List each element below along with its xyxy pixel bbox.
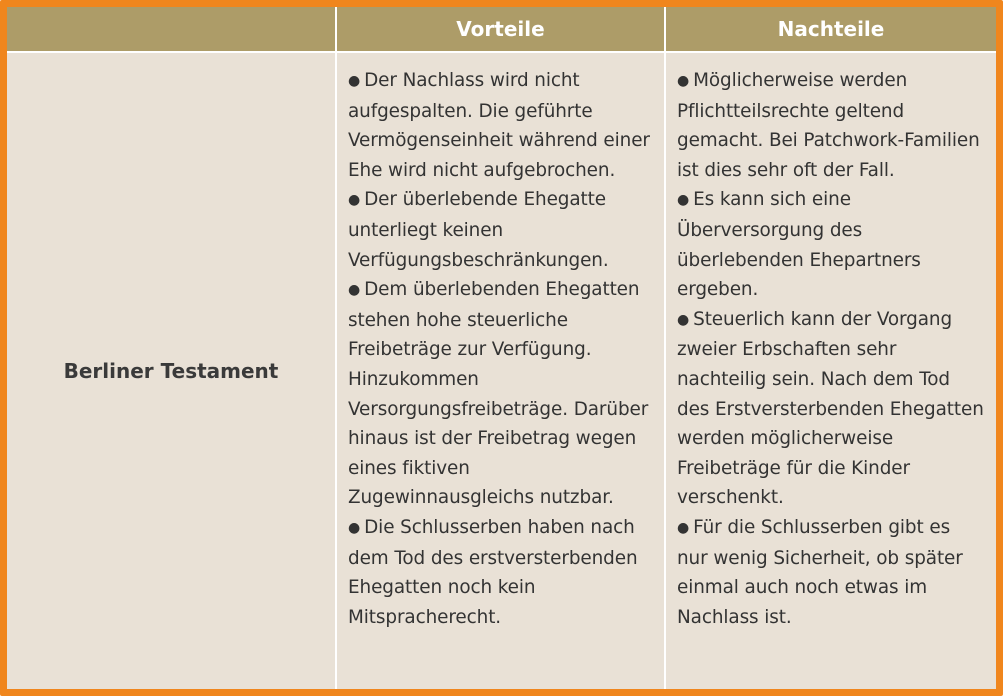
row-label: Berliner Testament: [63, 359, 279, 383]
advantage-point: [348, 275, 654, 513]
bullet-icon: ●: [677, 192, 690, 209]
disadvantages-cell: [666, 53, 996, 689]
bullet-icon: ●: [348, 192, 361, 209]
disadvantage-point: [677, 66, 986, 185]
header-corner-cell: [7, 7, 335, 51]
bullet-icon: ●: [348, 519, 361, 536]
disadvantage-text: Für die Schlusserben gibt es nur wenig Sicherheit, ob später einmal auch noch etwas im Nachlass ist.: [677, 516, 963, 628]
disadvantage-point: [677, 513, 986, 632]
bullet-icon: ●: [677, 519, 690, 536]
advantage-text: Der überlebende Ehegatte unterliegt keinen Verfügungsbeschränkungen.: [348, 189, 609, 271]
disadvantage-point: [677, 305, 986, 513]
header-advantages: Vorteile: [337, 7, 664, 51]
advantage-point: [348, 66, 654, 185]
advantage-point: [348, 185, 654, 275]
advantage-text: Die Schlusserben haben nach dem Tod des erstversterbenden Ehegatten noch kein Mitspracherecht.: [348, 516, 638, 628]
disadvantage-text: Möglicherweise werden Pflichtteilsrechte geltend gemacht. Bei Patchwork-Familien ist dies sehr oft der Fall.: [677, 70, 980, 181]
advantage-text: Dem überlebenden Ehegatten stehen hohe steuerliche Freibeträge zur Verfügung. Hinzukommen Versorgungsfreibeträge. Darüber hinaus ist der Freibetrag wegen eines fiktiven Zugewinnausgleichs nutzbar.: [348, 279, 649, 509]
advantage-point: [348, 513, 654, 632]
comparison-table: [7, 7, 996, 689]
advantages-cell: [337, 53, 664, 689]
advantage-text: Der Nachlass wird nicht aufgespalten. Die geführte Vermögenseinheit während einer Ehe wird nicht aufgebrochen.: [348, 70, 650, 181]
disadvantage-text: Steuerlich kann der Vorgang zweier Erbschaften sehr nachteilig sein. Nach dem Tod des Erstversterbenden Ehegatten werden möglicherweise Freibeträge für die Kinder verschenkt.: [677, 308, 984, 509]
row-label-cell: [7, 53, 335, 689]
disadvantage-point: [677, 185, 986, 304]
bullet-icon: ●: [677, 311, 690, 328]
disadvantage-text: Es kann sich eine Überversorgung des überlebenden Ehepartners ergeben.: [677, 189, 921, 301]
bullet-icon: ●: [348, 73, 361, 89]
bullet-icon: ●: [677, 73, 690, 89]
bullet-icon: ●: [348, 282, 361, 299]
header-disadvantages: Nachteile: [666, 7, 996, 51]
